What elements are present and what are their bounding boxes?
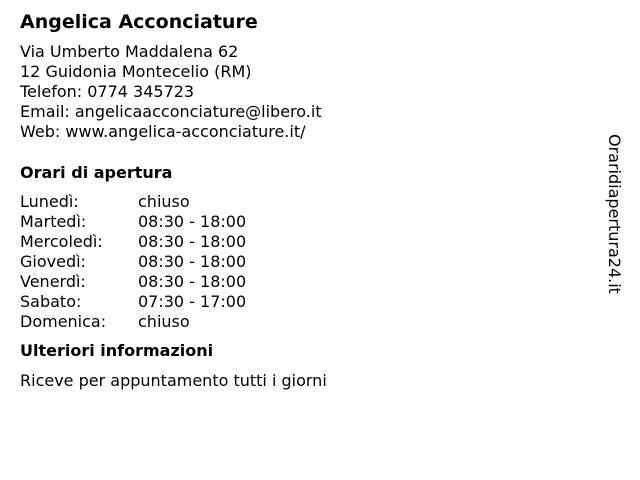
hours-row-wednesday — [20, 232, 590, 252]
hours-row-friday — [20, 272, 590, 292]
hours-table — [20, 192, 590, 332]
day-label: Domenica: — [20, 312, 107, 331]
day-label: Venerdì: — [20, 272, 86, 291]
hours-title: Orari di apertura — [20, 163, 173, 182]
day-hours: chiuso — [138, 192, 190, 211]
day-label: Mercoledì: — [20, 232, 103, 251]
info-title: Ulteriori informazioni — [20, 341, 214, 360]
address-street: Via Umberto Maddalena 62 — [20, 42, 239, 61]
day-hours: 08:30 - 18:00 — [138, 232, 247, 251]
hours-row-monday — [20, 192, 590, 212]
email-line[interactable]: Email: angelicaacconciature@libero.it — [20, 102, 322, 121]
site-watermark: Oraridiapertura24.it — [605, 134, 624, 294]
day-label: Sabato: — [20, 292, 82, 311]
day-label: Martedì: — [20, 212, 87, 231]
web-line[interactable]: Web: www.angelica-acconciature.it/ — [20, 122, 306, 141]
day-hours: chiuso — [138, 312, 190, 331]
day-hours: 08:30 - 18:00 — [138, 252, 247, 271]
phone-line[interactable]: Telefon: 0774 345723 — [20, 82, 195, 101]
info-text: Riceve per appuntamento tutti i giorni — [20, 371, 327, 390]
day-label: Lunedì: — [20, 192, 79, 211]
day-label: Giovedì: — [20, 252, 86, 271]
business-name: Angelica Acconciature — [20, 11, 258, 33]
day-hours: 08:30 - 18:00 — [138, 272, 247, 291]
day-hours: 08:30 - 18:00 — [138, 212, 247, 231]
hours-row-thursday — [20, 252, 590, 272]
day-hours: 07:30 - 17:00 — [138, 292, 247, 311]
address-city: 12 Guidonia Montecelio (RM) — [20, 62, 252, 81]
hours-row-tuesday — [20, 212, 590, 232]
hours-row-sunday — [20, 312, 590, 332]
hours-row-saturday — [20, 292, 590, 312]
business-card — [20, 9, 590, 391]
